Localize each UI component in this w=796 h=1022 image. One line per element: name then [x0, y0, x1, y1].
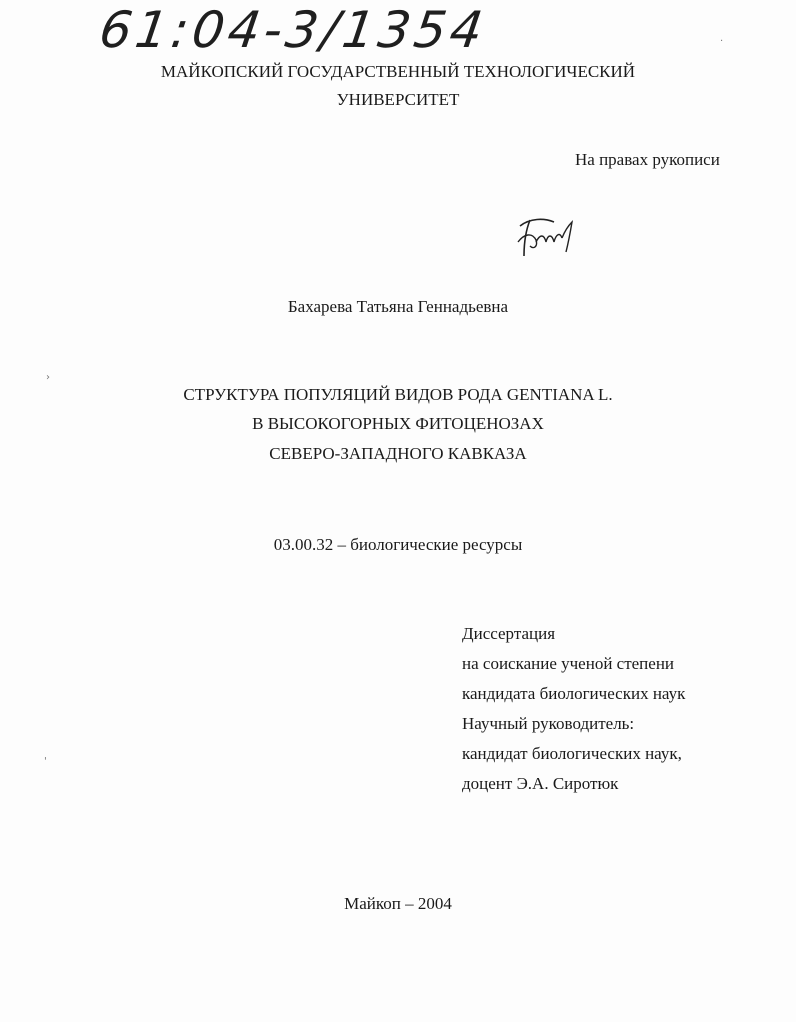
signature-scribble	[510, 212, 580, 258]
author-name: Бахарева Татьяна Геннадьевна	[287, 297, 509, 316]
degree-line2: на соискание ученой степени	[462, 654, 675, 673]
supervisor-name: доцент Э.А. Сиротюк	[462, 774, 619, 793]
supervisor-degree: кандидат биологических наук,	[462, 744, 682, 763]
university-name-line1: МАЙКОПСКИЙ ГОСУДАРСТВЕННЫЙ ТЕХНОЛОГИЧЕСКИЙ	[160, 62, 636, 81]
scan-mark: ›	[46, 372, 50, 383]
dissertation-title-line2: В ВЫСОКОГОРНЫХ ФИТОЦЕНОЗАХ	[252, 414, 544, 433]
signature	[510, 212, 580, 263]
place-year: Майкоп – 2004	[344, 894, 452, 913]
dissertation-title-line1: СТРУКТУРА ПОПУЛЯЦИЙ ВИДОВ РОДА GENTIANA L.	[183, 385, 613, 404]
rights-note: На правах рукописи	[575, 150, 720, 169]
university-name-line2: УНИВЕРСИТЕТ	[336, 90, 460, 109]
scan-mark: '	[44, 756, 47, 767]
degree-line1: Диссертация	[462, 624, 556, 643]
scan-mark: ·	[720, 36, 724, 47]
supervisor-label: Научный руководитель:	[462, 714, 635, 733]
specialty-code: 03.00.32 – биологические ресурсы	[273, 535, 523, 554]
degree-line3: кандидата биологических наук	[462, 684, 686, 703]
dissertation-title-line3: СЕВЕРО-ЗАПАДНОГО КАВКАЗА	[269, 444, 527, 463]
archive-code-handwritten: 61:04-3/1354	[95, 1, 491, 59]
